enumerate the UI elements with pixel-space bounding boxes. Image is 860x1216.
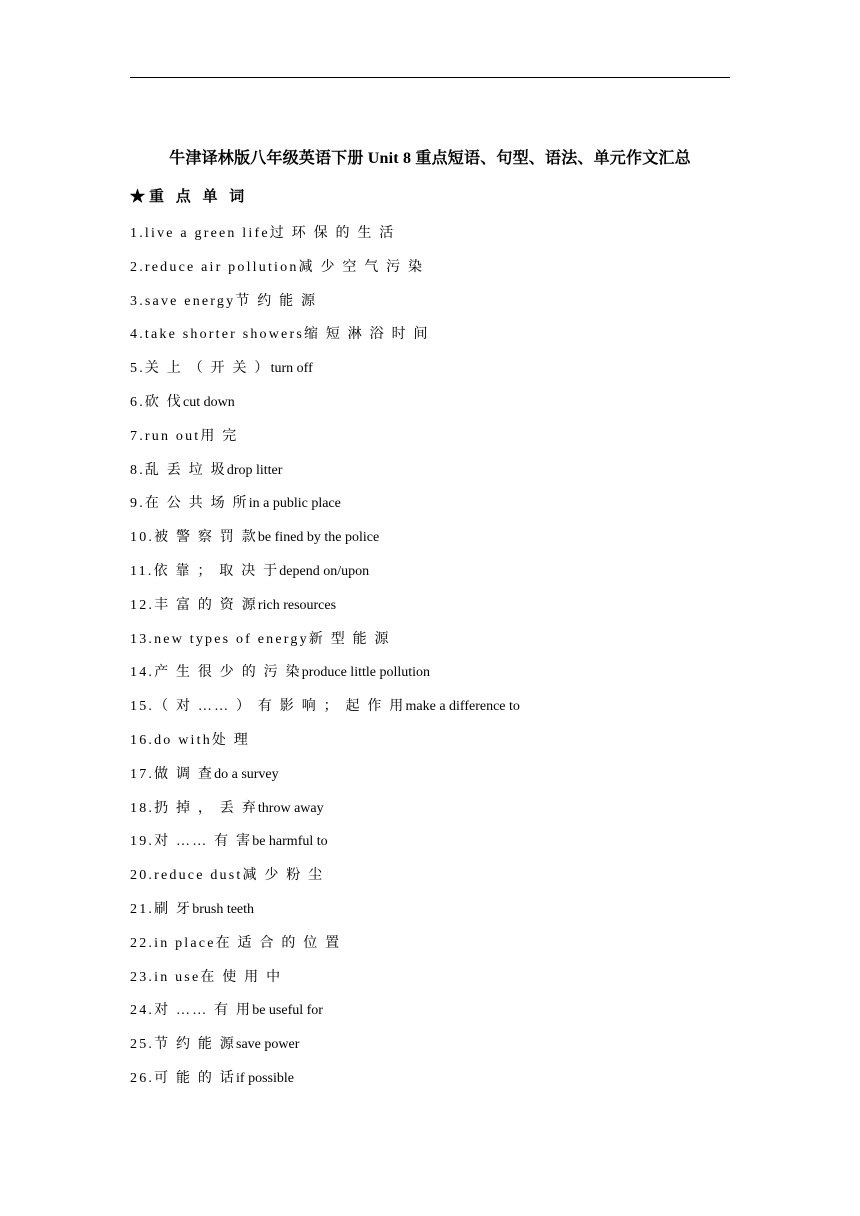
vocab-item-first: 砍 伐 <box>144 394 184 410</box>
vocab-item-number: 6. <box>130 394 145 410</box>
vocab-item-second: in a public place <box>248 496 341 512</box>
vocab-item-second: turn off <box>270 361 313 377</box>
vocab-item-first: 对 …… 有 害 <box>154 834 253 850</box>
vocab-item-second: brush teeth <box>192 901 255 917</box>
vocab-item <box>130 866 730 900</box>
vocab-item-first: in place <box>154 935 216 951</box>
vocab-item-second: throw away <box>257 800 324 816</box>
vocab-item-second: 在 适 合 的 位 置 <box>215 935 342 951</box>
vocab-item-second: 过 环 保 的 生 活 <box>269 226 396 241</box>
vocab-item-number: 1. <box>130 226 145 241</box>
vocab-item <box>130 596 730 630</box>
vocab-item-first: 刷 牙 <box>154 901 193 917</box>
vocab-item-first: in use <box>154 969 201 985</box>
vocab-item-first: 可 能 的 话 <box>154 1070 237 1086</box>
vocab-item-second: save power <box>236 1037 300 1053</box>
vocab-item-number: 13. <box>130 631 155 647</box>
vocab-item <box>130 224 730 258</box>
vocabulary-list <box>130 224 730 1103</box>
vocab-item-first: 扔 掉 ， 丢 弃 <box>154 800 258 816</box>
vocab-item <box>130 359 730 393</box>
vocab-item-number: 4. <box>130 327 145 343</box>
vocab-item-first: 在 公 共 场 所 <box>144 496 249 512</box>
vocab-item-first: 对 …… 有 用 <box>154 1003 253 1019</box>
vocab-item-second: drop litter <box>226 462 283 478</box>
vocab-item-first: take shorter showers <box>144 327 304 343</box>
vocab-item-second: do a survey <box>214 766 279 782</box>
vocab-item <box>130 630 730 664</box>
vocab-item-second: 新 型 能 源 <box>308 631 391 647</box>
vocab-item-first: 被 警 察 罚 款 <box>154 530 258 546</box>
vocab-item-second: be harmful to <box>252 834 328 850</box>
vocab-item-second: rich resources <box>257 597 337 613</box>
vocab-item-second: make a difference to <box>405 699 520 715</box>
vocab-item-number: 12. <box>130 597 155 613</box>
vocab-item-second: depend on/upon <box>279 563 370 579</box>
vocab-item-first: 丰 富 的 资 源 <box>154 597 258 613</box>
vocab-item-first: run out <box>144 428 201 444</box>
vocab-item-second: cut down <box>183 394 235 410</box>
vocab-item <box>130 799 730 833</box>
vocab-item <box>130 562 730 596</box>
vocab-item-number: 14. <box>130 665 155 681</box>
vocab-item <box>130 258 730 292</box>
vocab-item-first: reduce dust <box>154 868 243 884</box>
vocab-item <box>130 1069 730 1103</box>
vocab-item-number: 17. <box>130 766 155 782</box>
vocab-item <box>130 528 730 562</box>
vocab-item <box>130 765 730 799</box>
vocab-item-first: save energy <box>144 293 236 309</box>
vocab-item-number: 26. <box>130 1070 155 1086</box>
vocab-item-first: 产 生 很 少 的 污 染 <box>154 665 302 681</box>
vocab-item-second: be fined by the police <box>257 530 380 546</box>
vocab-item <box>130 731 730 765</box>
vocab-item-second: 减 少 粉 尘 <box>242 868 325 884</box>
vocab-item-first: （ 对 …… ） 有 影 响 ； 起 作 用 <box>154 699 406 715</box>
vocab-item-number: 5. <box>130 361 145 377</box>
vocab-item-second: 缩 短 淋 浴 时 间 <box>303 327 430 343</box>
vocab-item <box>130 494 730 528</box>
vocab-item-second: 节 约 能 源 <box>235 293 318 309</box>
section-heading: ★重 点 单 词 <box>130 189 249 205</box>
vocab-item-second: if possible <box>236 1070 294 1086</box>
vocab-item-number: 20. <box>130 868 155 884</box>
vocab-item-number: 19. <box>130 834 155 850</box>
vocab-item <box>130 461 730 495</box>
vocab-item-second: 减 少 空 气 污 染 <box>298 259 425 275</box>
vocab-item <box>130 663 730 697</box>
vocab-item-number: 24. <box>130 1003 155 1019</box>
vocab-item-first: 依 靠 ； 取 决 于 <box>153 563 280 579</box>
vocab-item-number: 15. <box>130 699 155 715</box>
vocab-item-first: 乱 丢 垃 圾 <box>144 462 227 478</box>
vocab-item-second: 处 理 <box>211 732 251 748</box>
vocab-item <box>130 697 730 731</box>
vocab-item-first: 节 约 能 源 <box>154 1037 237 1053</box>
vocab-item-number: 25. <box>130 1037 155 1053</box>
vocab-item <box>130 325 730 359</box>
vocab-item-number: 7. <box>130 428 145 444</box>
header-rule <box>130 77 730 78</box>
vocab-item-first: 做 调 查 <box>154 766 215 782</box>
vocab-item-number: 8. <box>130 462 145 478</box>
vocab-item-first: 关 上 （ 开 关 ） <box>144 361 271 377</box>
vocab-item-second: be useful for <box>252 1003 323 1019</box>
vocab-item-number: 16. <box>130 732 155 748</box>
vocab-item-number: 10. <box>130 530 155 546</box>
vocab-item-number: 23. <box>130 969 155 985</box>
vocab-item-number: 3. <box>130 293 145 309</box>
vocab-item-number: 11. <box>130 563 154 579</box>
document-title: 牛津译林版八年级英语下册 Unit 8 重点短语、句型、语法、单元作文汇总 <box>169 150 691 167</box>
vocab-item-first: new types of energy <box>154 631 309 647</box>
vocab-item-number: 22. <box>130 935 155 951</box>
vocab-item-second: 在 使 用 中 <box>200 969 283 985</box>
vocab-item-first: do with <box>154 732 212 748</box>
vocab-item-number: 2. <box>130 259 145 275</box>
vocab-item <box>130 1001 730 1035</box>
vocab-item <box>130 1035 730 1069</box>
vocab-item <box>130 292 730 326</box>
vocab-item-number: 18. <box>130 800 155 816</box>
vocab-item <box>130 968 730 1002</box>
vocab-item <box>130 427 730 461</box>
vocab-item-first: reduce air pollution <box>144 259 299 275</box>
vocab-item-second: produce little pollution <box>301 665 431 681</box>
vocab-item <box>130 393 730 427</box>
vocab-item <box>130 934 730 968</box>
vocab-item-second: 用 完 <box>200 428 239 444</box>
vocab-item <box>130 900 730 934</box>
vocab-item-number: 9. <box>130 496 145 512</box>
vocab-item <box>130 832 730 866</box>
vocab-item-first: live a green life <box>144 226 270 241</box>
vocab-item-number: 21. <box>130 901 155 917</box>
